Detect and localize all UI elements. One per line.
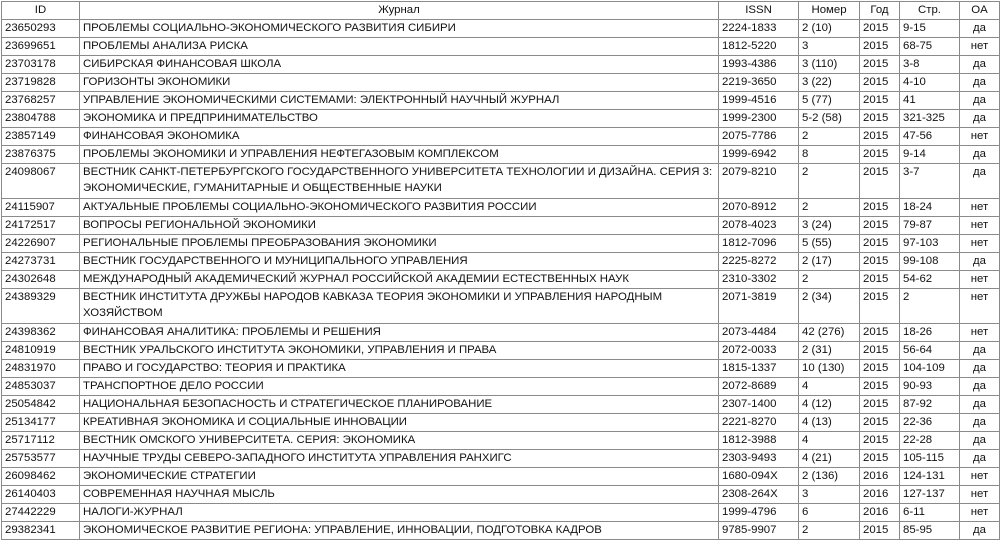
cell-oa: да	[960, 378, 1000, 396]
cell-oa: нет	[960, 217, 1000, 235]
cell-year: 2015	[860, 289, 900, 324]
table-body	[2, 20, 1000, 540]
cell-journal: ВЕСТНИК ИНСТИТУТА ДРУЖБЫ НАРОДОВ КАВКАЗА ТЕОРИЯ ЭКОНОМИКИ И УПРАВЛЕНИЯ НАРОДНЫМ ХОЗЯЙСТВОМ	[80, 289, 719, 324]
cell-pages: 4-10	[900, 74, 960, 92]
cell-journal: ФИНАНСОВАЯ АНАЛИТИКА: ПРОБЛЕМЫ И РЕШЕНИЯ	[80, 324, 719, 342]
cell-journal: РЕГИОНАЛЬНЫЕ ПРОБЛЕМЫ ПРЕОБРАЗОВАНИЯ ЭКОНОМИКИ	[80, 235, 719, 253]
cell-year: 2015	[860, 342, 900, 360]
table-row[interactable]	[2, 271, 1000, 289]
table-row[interactable]	[2, 468, 1000, 486]
cell-journal: ПРАВО И ГОСУДАРСТВО: ТЕОРИЯ И ПРАКТИКА	[80, 360, 719, 378]
cell-year: 2015	[860, 378, 900, 396]
table-row[interactable]	[2, 92, 1000, 110]
cell-oa: да	[960, 522, 1000, 540]
cell-journal: ВЕСТНИК ГОСУДАРСТВЕННОГО И МУНИЦИПАЛЬНОГО УПРАВЛЕНИЯ	[80, 253, 719, 271]
cell-pages: 56-64	[900, 342, 960, 360]
table-row[interactable]	[2, 324, 1000, 342]
cell-journal: ЭКОНОМИЧЕСКИЕ СТРАТЕГИИ	[80, 468, 719, 486]
cell-number: 5 (77)	[799, 92, 860, 110]
table-row[interactable]	[2, 146, 1000, 164]
cell-oa: да	[960, 342, 1000, 360]
cell-id: 29382341	[2, 522, 80, 540]
cell-id: 24831970	[2, 360, 80, 378]
cell-oa: нет	[960, 235, 1000, 253]
cell-year: 2015	[860, 92, 900, 110]
cell-issn: 1999-4516	[719, 92, 799, 110]
cell-number: 4	[799, 378, 860, 396]
cell-pages: 79-87	[900, 217, 960, 235]
cell-journal: ВЕСТНИК САНКТ-ПЕТЕРБУРГСКОГО ГОСУДАРСТВЕННОГО УНИВЕРСИТЕТА ТЕХНОЛОГИИ И ДИЗАЙНА. СЕРИЯ 3: ЭКОНОМИЧЕСКИЕ, ГУМАНИТАРНЫЕ И ОБЩЕСТВЕННЫЕ НАУКИ	[80, 164, 719, 199]
cell-issn: 2307-1400	[719, 396, 799, 414]
cell-number: 4 (12)	[799, 396, 860, 414]
cell-id: 23650293	[2, 20, 80, 38]
table-row[interactable]	[2, 235, 1000, 253]
cell-id: 27442229	[2, 504, 80, 522]
cell-oa: нет	[960, 504, 1000, 522]
cell-issn: 1993-4386	[719, 56, 799, 74]
cell-id: 23699651	[2, 38, 80, 56]
cell-pages: 99-108	[900, 253, 960, 271]
cell-oa: да	[960, 110, 1000, 128]
cell-pages: 3-7	[900, 164, 960, 199]
header-journal[interactable]: Журнал	[80, 2, 719, 20]
cell-number: 2	[799, 271, 860, 289]
cell-issn: 2070-8912	[719, 199, 799, 217]
cell-journal: НАЦИОНАЛЬНАЯ БЕЗОПАСНОСТЬ И СТРАТЕГИЧЕСКОЕ ПЛАНИРОВАНИЕ	[80, 396, 719, 414]
cell-pages: 22-36	[900, 414, 960, 432]
cell-oa: нет	[960, 486, 1000, 504]
cell-year: 2016	[860, 486, 900, 504]
cell-pages: 124-131	[900, 468, 960, 486]
cell-number: 3	[799, 38, 860, 56]
cell-number: 10 (130)	[799, 360, 860, 378]
cell-year: 2015	[860, 414, 900, 432]
cell-oa: да	[960, 450, 1000, 468]
cell-number: 2 (17)	[799, 253, 860, 271]
cell-id: 24172517	[2, 217, 80, 235]
cell-pages: 47-56	[900, 128, 960, 146]
cell-year: 2015	[860, 324, 900, 342]
cell-id: 23876375	[2, 146, 80, 164]
cell-year: 2015	[860, 432, 900, 450]
table-row[interactable]	[2, 20, 1000, 38]
table-row[interactable]	[2, 414, 1000, 432]
table-row[interactable]	[2, 38, 1000, 56]
cell-oa: да	[960, 74, 1000, 92]
cell-journal: МЕЖДУНАРОДНЫЙ АКАДЕМИЧЕСКИЙ ЖУРНАЛ РОССИЙСКОЙ АКАДЕМИИ ЕСТЕСТВЕННЫХ НАУК	[80, 271, 719, 289]
table-row[interactable]	[2, 164, 1000, 199]
cell-id: 24810919	[2, 342, 80, 360]
cell-pages: 2	[900, 289, 960, 324]
cell-pages: 9-14	[900, 146, 960, 164]
cell-year: 2015	[860, 253, 900, 271]
cell-pages: 85-95	[900, 522, 960, 540]
table-row[interactable]	[2, 199, 1000, 217]
cell-id: 23804788	[2, 110, 80, 128]
cell-id: 23703178	[2, 56, 80, 74]
cell-id: 23719828	[2, 74, 80, 92]
cell-year: 2015	[860, 217, 900, 235]
cell-number: 6	[799, 504, 860, 522]
cell-year: 2015	[860, 360, 900, 378]
cell-id: 24226907	[2, 235, 80, 253]
cell-oa: нет	[960, 128, 1000, 146]
header-year[interactable]: Год	[860, 2, 900, 20]
cell-id: 24115907	[2, 199, 80, 217]
cell-journal: АКТУАЛЬНЫЕ ПРОБЛЕМЫ СОЦИАЛЬНО-ЭКОНОМИЧЕСКОГО РАЗВИТИЯ РОССИИ	[80, 199, 719, 217]
cell-id: 25717112	[2, 432, 80, 450]
cell-pages: 105-115	[900, 450, 960, 468]
cell-journal: ВЕСТНИК ОМСКОГО УНИВЕРСИТЕТА. СЕРИЯ: ЭКОНОМИКА	[80, 432, 719, 450]
cell-journal: ЭКОНОМИЧЕСКОЕ РАЗВИТИЕ РЕГИОНА: УПРАВЛЕНИЕ, ИННОВАЦИИ, ПОДГОТОВКА КАДРОВ	[80, 522, 719, 540]
cell-oa: да	[960, 432, 1000, 450]
cell-id: 24098067	[2, 164, 80, 199]
cell-pages: 22-28	[900, 432, 960, 450]
table-row[interactable]	[2, 342, 1000, 360]
cell-journal: ГОРИЗОНТЫ ЭКОНОМИКИ	[80, 74, 719, 92]
cell-journal: КРЕАТИВНАЯ ЭКОНОМИКА И СОЦИАЛЬНЫЕ ИННОВАЦИИ	[80, 414, 719, 432]
cell-id: 23857149	[2, 128, 80, 146]
cell-issn: 2071-3819	[719, 289, 799, 324]
table-row[interactable]	[2, 217, 1000, 235]
cell-oa: да	[960, 396, 1000, 414]
cell-pages: 90-93	[900, 378, 960, 396]
cell-oa: нет	[960, 271, 1000, 289]
cell-pages: 18-26	[900, 324, 960, 342]
cell-issn: 1812-3988	[719, 432, 799, 450]
cell-issn: 2075-7786	[719, 128, 799, 146]
cell-number: 4	[799, 432, 860, 450]
cell-number: 2 (31)	[799, 342, 860, 360]
cell-pages: 54-62	[900, 271, 960, 289]
cell-issn: 2303-9493	[719, 450, 799, 468]
cell-year: 2016	[860, 504, 900, 522]
cell-year: 2015	[860, 74, 900, 92]
cell-journal: СОВРЕМЕННАЯ НАУЧНАЯ МЫСЛЬ	[80, 486, 719, 504]
cell-id: 24853037	[2, 378, 80, 396]
cell-issn: 9785-9907	[719, 522, 799, 540]
cell-journal: ТРАНСПОРТНОЕ ДЕЛО РОССИИ	[80, 378, 719, 396]
cell-issn: 2224-1833	[719, 20, 799, 38]
header-oa[interactable]: OA	[960, 2, 1000, 20]
cell-oa: да	[960, 414, 1000, 432]
table-row[interactable]	[2, 432, 1000, 450]
cell-issn: 2221-8270	[719, 414, 799, 432]
cell-pages: 9-15	[900, 20, 960, 38]
cell-number: 4 (13)	[799, 414, 860, 432]
cell-number: 3 (110)	[799, 56, 860, 74]
cell-number: 2	[799, 128, 860, 146]
cell-number: 2 (136)	[799, 468, 860, 486]
cell-oa: да	[960, 56, 1000, 74]
cell-issn: 1999-6942	[719, 146, 799, 164]
cell-year: 2015	[860, 128, 900, 146]
table-row[interactable]	[2, 486, 1000, 504]
cell-number: 2	[799, 199, 860, 217]
cell-issn: 2073-4484	[719, 324, 799, 342]
cell-issn: 1999-4796	[719, 504, 799, 522]
table-row[interactable]	[2, 522, 1000, 540]
table-row[interactable]	[2, 56, 1000, 74]
cell-pages: 127-137	[900, 486, 960, 504]
cell-pages: 3-8	[900, 56, 960, 74]
cell-number: 2	[799, 164, 860, 199]
cell-number: 2	[799, 522, 860, 540]
table-row[interactable]	[2, 450, 1000, 468]
cell-pages: 87-92	[900, 396, 960, 414]
cell-year: 2015	[860, 450, 900, 468]
header-issn[interactable]: ISSN	[719, 2, 799, 20]
table-row[interactable]	[2, 360, 1000, 378]
cell-journal: ВЕСТНИК УРАЛЬСКОГО ИНСТИТУТА ЭКОНОМИКИ, УПРАВЛЕНИЯ И ПРАВА	[80, 342, 719, 360]
cell-issn: 1815-1337	[719, 360, 799, 378]
cell-year: 2016	[860, 468, 900, 486]
table-row[interactable]	[2, 504, 1000, 522]
cell-number: 3 (24)	[799, 217, 860, 235]
cell-pages: 104-109	[900, 360, 960, 378]
cell-journal: ЭКОНОМИКА И ПРЕДПРИНИМАТЕЛЬСТВО	[80, 110, 719, 128]
cell-issn: 2219-3650	[719, 74, 799, 92]
cell-oa: да	[960, 164, 1000, 199]
cell-year: 2015	[860, 110, 900, 128]
cell-number: 42 (276)	[799, 324, 860, 342]
cell-pages: 6-11	[900, 504, 960, 522]
cell-issn: 2079-8210	[719, 164, 799, 199]
cell-issn: 2225-8272	[719, 253, 799, 271]
table-row[interactable]	[2, 253, 1000, 271]
table-row[interactable]	[2, 289, 1000, 324]
cell-number: 8	[799, 146, 860, 164]
table-row[interactable]	[2, 128, 1000, 146]
header-pages[interactable]: Стр.	[900, 2, 960, 20]
cell-pages: 18-24	[900, 199, 960, 217]
cell-oa: да	[960, 146, 1000, 164]
cell-pages: 97-103	[900, 235, 960, 253]
cell-issn: 1812-7096	[719, 235, 799, 253]
cell-id: 25753577	[2, 450, 80, 468]
cell-oa: нет	[960, 199, 1000, 217]
table-row[interactable]	[2, 396, 1000, 414]
cell-year: 2015	[860, 522, 900, 540]
cell-id: 24389329	[2, 289, 80, 324]
cell-oa: да	[960, 253, 1000, 271]
cell-id: 24398362	[2, 324, 80, 342]
cell-pages: 68-75	[900, 38, 960, 56]
cell-journal: ФИНАНСОВАЯ ЭКОНОМИКА	[80, 128, 719, 146]
cell-journal: УПРАВЛЕНИЕ ЭКОНОМИЧЕСКИМИ СИСТЕМАМИ: ЭЛЕКТРОННЫЙ НАУЧНЫЙ ЖУРНАЛ	[80, 92, 719, 110]
header-row	[2, 2, 1000, 20]
cell-id: 25134177	[2, 414, 80, 432]
cell-number: 2 (34)	[799, 289, 860, 324]
cell-issn: 1680-094X	[719, 468, 799, 486]
cell-id: 26098462	[2, 468, 80, 486]
cell-id: 25054842	[2, 396, 80, 414]
cell-id: 24273731	[2, 253, 80, 271]
cell-year: 2015	[860, 235, 900, 253]
cell-journal: ПРОБЛЕМЫ АНАЛИЗА РИСКА	[80, 38, 719, 56]
cell-journal: СИБИРСКАЯ ФИНАНСОВАЯ ШКОЛА	[80, 56, 719, 74]
cell-journal: ПРОБЛЕМЫ СОЦИАЛЬНО-ЭКОНОМИЧЕСКОГО РАЗВИТИЯ СИБИРИ	[80, 20, 719, 38]
cell-number: 5 (55)	[799, 235, 860, 253]
cell-journal: НАУЧНЫЕ ТРУДЫ СЕВЕРО-ЗАПАДНОГО ИНСТИТУТА УПРАВЛЕНИЯ РАНХИГС	[80, 450, 719, 468]
cell-year: 2015	[860, 271, 900, 289]
cell-oa: да	[960, 360, 1000, 378]
cell-year: 2015	[860, 146, 900, 164]
cell-oa: нет	[960, 289, 1000, 324]
cell-journal: ПРОБЛЕМЫ ЭКОНОМИКИ И УПРАВЛЕНИЯ НЕФТЕГАЗОВЫМ КОМПЛЕКСОМ	[80, 146, 719, 164]
cell-id: 26140403	[2, 486, 80, 504]
cell-year: 2015	[860, 199, 900, 217]
cell-number: 3	[799, 486, 860, 504]
cell-number: 4 (21)	[799, 450, 860, 468]
cell-oa: да	[960, 92, 1000, 110]
publications-table	[1, 1, 1000, 540]
cell-pages: 321-325	[900, 110, 960, 128]
cell-issn: 2072-8689	[719, 378, 799, 396]
cell-issn: 1999-2300	[719, 110, 799, 128]
cell-journal: ВОПРОСЫ РЕГИОНАЛЬНОЙ ЭКОНОМИКИ	[80, 217, 719, 235]
cell-pages: 41	[900, 92, 960, 110]
cell-year: 2015	[860, 164, 900, 199]
cell-issn: 2072-0033	[719, 342, 799, 360]
cell-oa: да	[960, 20, 1000, 38]
cell-number: 2 (10)	[799, 20, 860, 38]
table-row[interactable]	[2, 378, 1000, 396]
header-id[interactable]: ID	[2, 2, 80, 20]
cell-id: 24302648	[2, 271, 80, 289]
cell-issn: 2078-4023	[719, 217, 799, 235]
table-row[interactable]	[2, 74, 1000, 92]
cell-number: 3 (22)	[799, 74, 860, 92]
cell-journal: НАЛОГИ-ЖУРНАЛ	[80, 504, 719, 522]
cell-year: 2015	[860, 38, 900, 56]
header-number[interactable]: Номер	[799, 2, 860, 20]
cell-issn: 1812-5220	[719, 38, 799, 56]
cell-issn: 2308-264X	[719, 486, 799, 504]
cell-oa: нет	[960, 38, 1000, 56]
cell-oa: нет	[960, 468, 1000, 486]
cell-issn: 2310-3302	[719, 271, 799, 289]
cell-year: 2015	[860, 396, 900, 414]
table-row[interactable]	[2, 110, 1000, 128]
cell-year: 2015	[860, 56, 900, 74]
cell-year: 2015	[860, 20, 900, 38]
cell-number: 5-2 (58)	[799, 110, 860, 128]
cell-id: 23768257	[2, 92, 80, 110]
cell-oa: нет	[960, 324, 1000, 342]
